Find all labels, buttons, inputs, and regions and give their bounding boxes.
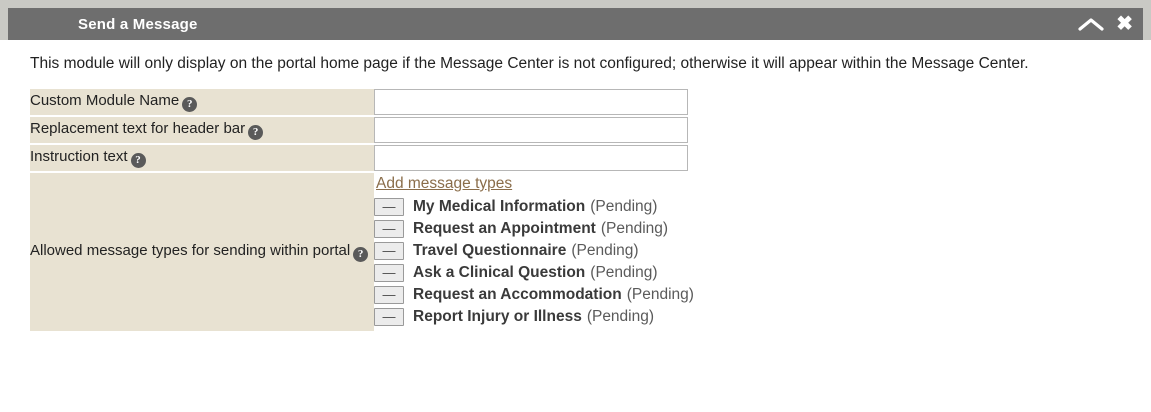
list-item	[374, 286, 694, 305]
label-text: Custom Module Name	[30, 91, 180, 109]
table-row	[30, 116, 694, 144]
message-type-status: (Pending)	[571, 242, 639, 260]
help-icon[interactable]: ?	[131, 153, 146, 168]
help-icon[interactable]: ?	[182, 97, 197, 112]
add-message-types-link[interactable]: Add message types	[376, 174, 513, 192]
message-types-list	[374, 198, 694, 327]
instruction-text-cell	[374, 144, 694, 172]
module-description: This module will only display on the portal home page if the Message Center is not configured; otherwise it will appear within the Message Center.	[30, 55, 1029, 72]
panel-title: Send a Message	[78, 15, 198, 33]
allowed-message-types-cell	[374, 172, 694, 332]
label-text: Instruction text	[30, 147, 128, 165]
remove-message-type-button[interactable]: —	[374, 264, 404, 282]
message-type-name: Ask a Clinical Question	[413, 264, 586, 282]
table-row	[30, 172, 694, 332]
custom-module-name-input[interactable]	[374, 89, 688, 115]
message-type-status: (Pending)	[590, 198, 658, 216]
chevron-up-icon[interactable]	[1078, 16, 1104, 32]
list-item	[374, 198, 694, 217]
replacement-header-text-cell	[374, 116, 694, 144]
message-type-name: Request an Appointment	[413, 220, 596, 238]
instruction-text-input[interactable]	[374, 145, 688, 171]
custom-module-name-cell	[374, 89, 694, 116]
custom-module-name-label	[30, 89, 374, 116]
list-item	[374, 264, 694, 283]
panel-header	[0, 0, 1151, 40]
help-icon[interactable]: ?	[353, 247, 368, 262]
remove-message-type-button[interactable]: —	[374, 308, 404, 326]
message-type-status: (Pending)	[600, 220, 669, 238]
settings-table	[30, 89, 694, 333]
message-type-name: My Medical Information	[413, 198, 586, 216]
replacement-header-text-label	[30, 116, 374, 144]
label-text: Replacement text for header bar	[30, 119, 246, 137]
remove-message-type-button[interactable]: —	[374, 242, 404, 260]
message-type-status: (Pending)	[590, 264, 658, 282]
remove-message-type-button[interactable]: —	[374, 220, 404, 238]
list-item	[374, 308, 694, 327]
replacement-header-text-input[interactable]	[374, 117, 688, 143]
list-item	[374, 242, 694, 261]
help-icon[interactable]: ?	[248, 125, 263, 140]
panel-header-actions	[1078, 8, 1133, 40]
label-text: Allowed message types for sending within portal	[30, 242, 351, 260]
remove-message-type-button[interactable]: —	[374, 198, 404, 216]
instruction-text-label	[30, 144, 374, 172]
message-type-name: Report Injury or Illness	[413, 308, 582, 326]
message-type-name: Request an Accommodation	[413, 286, 622, 304]
message-type-status: (Pending)	[626, 286, 694, 304]
table-row	[30, 89, 694, 116]
close-icon[interactable]: ✖	[1116, 13, 1133, 35]
allowed-message-types-label	[30, 172, 374, 332]
remove-message-type-button[interactable]: —	[374, 286, 404, 304]
message-type-name: Travel Questionnaire	[413, 242, 567, 260]
table-row	[30, 144, 694, 172]
message-type-status: (Pending)	[586, 308, 655, 326]
list-item	[374, 220, 694, 239]
panel-body	[0, 40, 1151, 333]
